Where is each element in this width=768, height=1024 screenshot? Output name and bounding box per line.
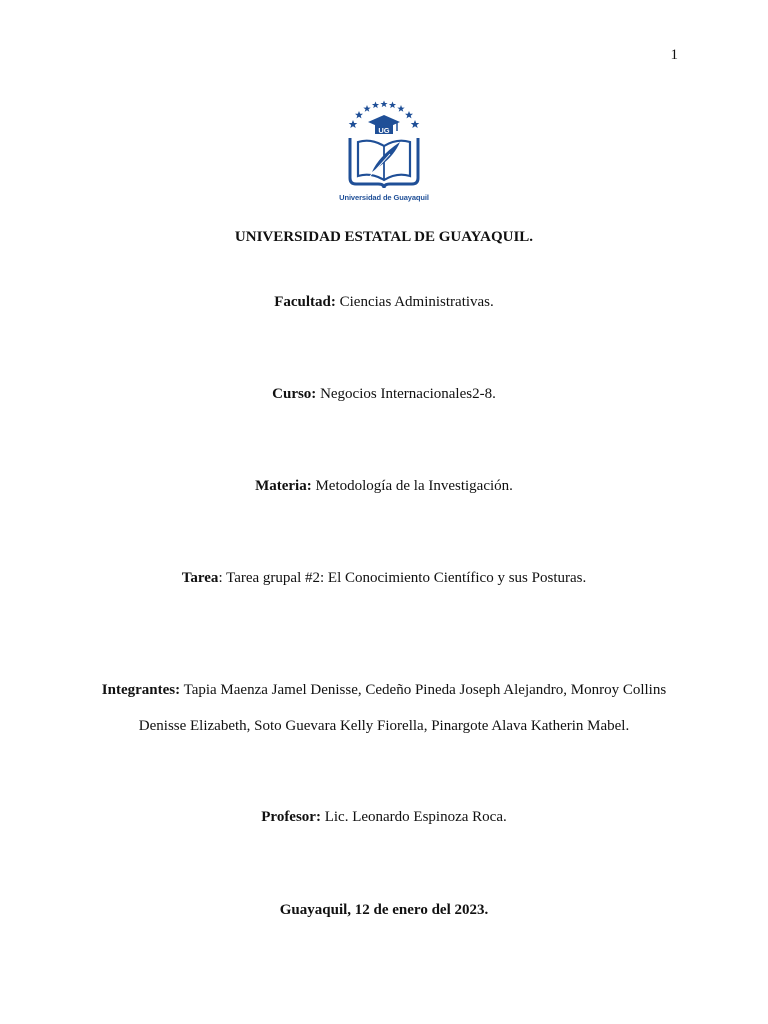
tarea-line: [0, 569, 768, 587]
page-number: 1: [670, 47, 678, 63]
svg-text:UG: UG: [378, 126, 390, 135]
curso-value: Negocios Internacionales2-8.: [316, 386, 496, 402]
integrantes-line-2: Denisse Elizabeth, Soto Guevara Kelly Fiorella, Pinargote Alava Katherin Mabel.: [138, 718, 630, 734]
materia-value: Metodología de la Investigación.: [311, 478, 513, 494]
logo-caption: Universidad de Guayaquil: [339, 193, 429, 202]
tarea-value: : Tarea grupal #2: El Conocimiento Científico y sus Posturas.: [218, 570, 587, 586]
document-title: UNIVERSIDAD ESTATAL DE GUAYAQUIL.: [234, 229, 534, 245]
profesor-value: Lic. Leonardo Espinoza Roca.: [320, 809, 507, 825]
curso-label: Curso:: [272, 386, 317, 402]
profesor-label: Profesor:: [261, 809, 321, 825]
tarea-label: Tarea: [181, 570, 219, 586]
university-logo-icon: [334, 98, 434, 193]
materia-line: [0, 477, 768, 495]
integrantes-label: Integrantes:: [101, 682, 181, 698]
integrantes-line-1: [0, 681, 768, 699]
document-date: Guayaquil, 12 de enero del 2023.: [279, 902, 489, 918]
materia-label: Materia:: [255, 478, 312, 494]
facultad-line: [0, 293, 768, 311]
integrantes-value-1: Tapia Maenza Jamel Denisse, Cedeño Pineda Joseph Alejandro, Monroy Collins: [180, 682, 667, 698]
facultad-value: Ciencias Administrativas.: [335, 294, 494, 310]
facultad-label: Facultad:: [274, 294, 336, 310]
profesor-line: [0, 808, 768, 826]
curso-line: [0, 385, 768, 403]
university-logo: [334, 98, 434, 208]
